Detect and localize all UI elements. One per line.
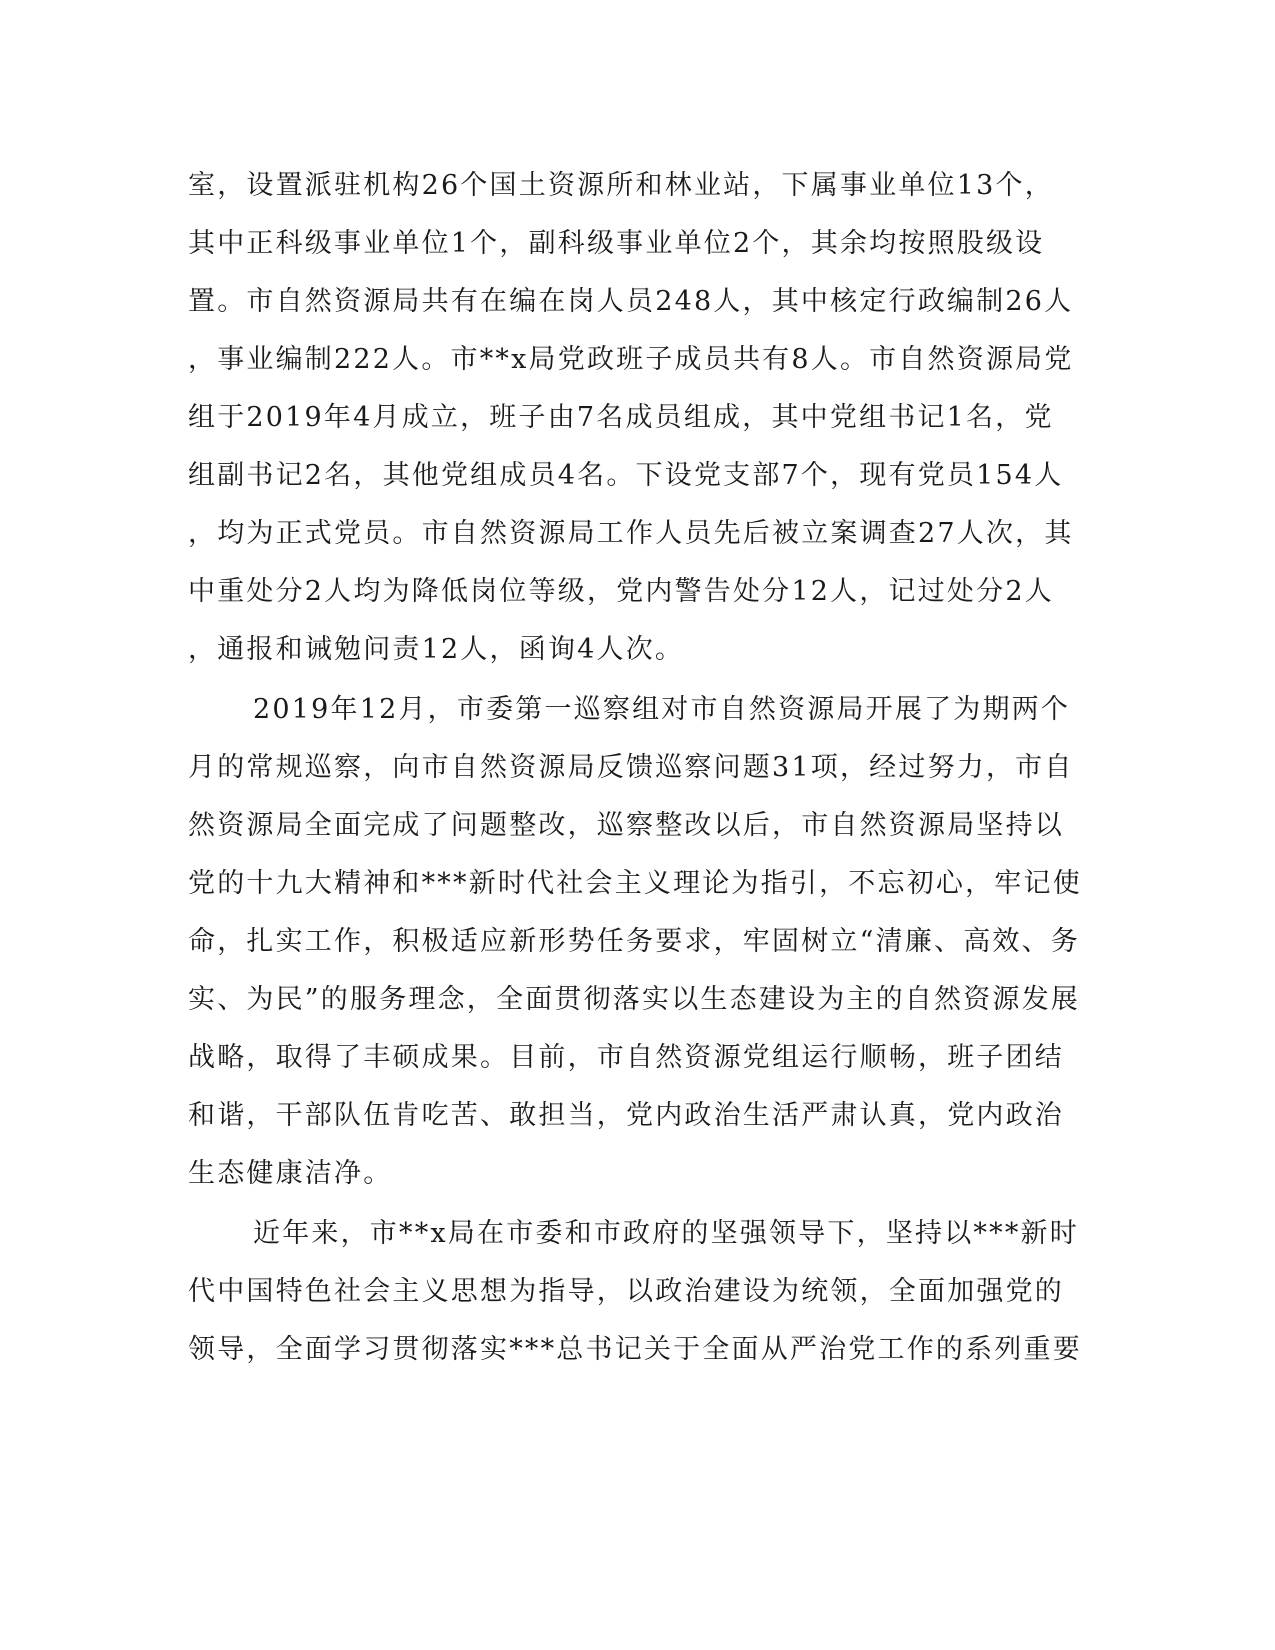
paragraph-2-line-8: 和谐，干部队伍肯吃苦、敢担当，党内政治生活严肃认真，党内政治 <box>188 1100 1064 1131</box>
paragraph-2-line-2: 月的常规巡察，向市自然资源局反馈巡察问题31项，经过努力，市自 <box>188 752 1074 783</box>
paragraph-1-line-5: 组于2019年4月成立，班子由7名成员组成，其中党组书记1名，党 <box>188 402 1054 433</box>
paragraph-2-line-1: 2019年12月，市委第一巡察组对市自然资源局开展了为期两个 <box>253 694 1071 725</box>
paragraph-1-line-1: 室，设置派驻机构26个国土资源所和林业站，下属事业单位13个， <box>188 170 1054 201</box>
paragraph-3-line-1: 近年来，市**x局在市委和市政府的坚强领导下，坚持以***新时 <box>253 1218 1079 1249</box>
paragraph-1-line-9: ，通报和诫勉问责12人，函询4人次。 <box>188 634 685 665</box>
paragraph-1-line-7: ，均为正式党员。市自然资源局工作人员先后被立案调查27人次，其 <box>188 518 1074 549</box>
paragraph-1-line-3: 置。市自然资源局共有在编在岗人员248人，其中核定行政编制26人 <box>188 286 1074 317</box>
paragraph-2-line-3: 然资源局全面完成了问题整改，巡察整改以后，市自然资源局坚持以 <box>188 810 1064 841</box>
paragraph-3-line-3: 领导，全面学习贯彻落实***总书记关于全面从严治党工作的系列重要 <box>188 1334 1082 1365</box>
paragraph-2-line-6: 实、为民”的服务理念，全面贯彻落实以生态建设为主的自然资源发展 <box>188 984 1081 1015</box>
paragraph-1-line-2: 其中正科级事业单位1个，副科级事业单位2个，其余均按照股级设 <box>188 228 1045 259</box>
paragraph-2-line-7: 战略，取得了丰硕成果。目前，市自然资源党组运行顺畅，班子团结 <box>188 1042 1064 1073</box>
paragraph-2-line-9: 生态健康洁净。 <box>188 1158 393 1189</box>
paragraph-1-line-8: 中重处分2人均为降低岗位等级，党内警告处分12人，记过处分2人 <box>188 576 1054 607</box>
paragraph-1-line-4: ，事业编制222人。市**x局党政班子成员共有8人。市自然资源局党 <box>188 344 1074 375</box>
paragraph-1-line-6: 组副书记2名，其他党组成员4名。下设党支部7个，现有党员154人 <box>188 460 1064 491</box>
paragraph-2-line-5: 命，扎实工作，积极适应新形势任务要求，牢固树立“清廉、高效、务 <box>188 926 1081 957</box>
paragraph-3-line-2: 代中国特色社会主义思想为指导，以政治建设为统领，全面加强党的 <box>188 1276 1064 1307</box>
paragraph-2-line-4: 党的十九大精神和***新时代社会主义理论为指引，不忘初心，牢记使 <box>188 868 1082 899</box>
